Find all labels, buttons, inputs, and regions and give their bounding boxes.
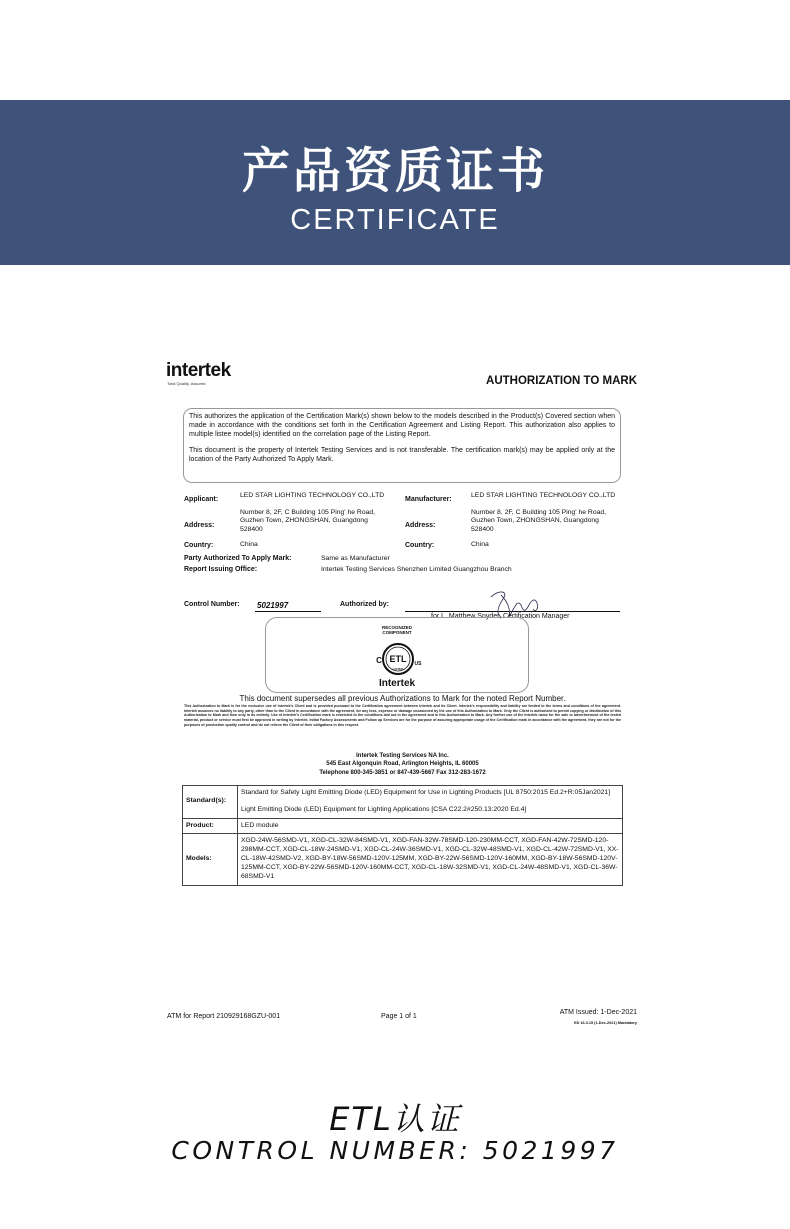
models-label: Models:	[183, 834, 238, 885]
mark-component: COMPONENT	[382, 629, 412, 635]
logo-tagline: Total Quality. Assured.	[167, 381, 207, 386]
party-value: Same as Manufacturer	[321, 555, 390, 562]
footer-report-ref: ATM for Report 210929168GZU-001	[167, 1013, 281, 1020]
manufacturer-value: LED STAR LIGHTING TECHNOLOGY CO.,LTD	[471, 492, 616, 499]
applicant-country-label: Country:	[184, 542, 214, 549]
applicant-country: China	[240, 541, 258, 548]
standard-1: Standard for Safety Light Emitting Diode (LED) Equipment for Use in Lighting Products [UL 8750:2015 Ed.2+R:05Jan2021]	[241, 789, 611, 796]
standards-table	[182, 785, 623, 886]
mark-us-text: US	[414, 661, 422, 667]
footer-issued-date: ATM Issued: 1-Dec-2021	[559, 1009, 637, 1016]
services-name: Intertek Testing Services NA Inc.	[356, 753, 449, 759]
intro-box	[183, 408, 621, 483]
manufacturer-country: China	[471, 541, 489, 548]
product-value: LED module	[238, 818, 623, 834]
mark-listed-text: LISTED	[392, 667, 404, 671]
applicant-address: Number 8, 2F, C Building 105 Ping' he Road, Guzhen Town, ZHONGSHAN, Guangdong 528400	[240, 509, 376, 533]
models-value: XGD-24W-56SMD-V1, XGD-CL-32W-84SMD-V1, XGD-FAN-32W-78SMD-120-230MM-CCT, XGD-FAN-42W-72SMD-120-298MM-CCT, XGD-CL-18W-24SMD-V1, XGD-CL-24W-36SMD-V1, XGD-CL-32W-48SMD-V1, XGD-CL-42W-72SMD-V1, XX-CL-18W-42SMD-V2, XGD-BY-18W-56SMD-120V-125MM, XGD-BY-22W-56SMD-120V-160MM, XGD-BY-18W-56SMD-120V-125MM-CCT, XGD-BY-22W-56SMD-120V-160MM-CCT, XGD-CL-18W-32SMD-V1, XGD-CL-24W-48SMD-V1, XGD-CL-36W-68SMD-V1	[238, 834, 623, 885]
intro-paragraph-2: This document is the property of Intertek Testing Services and is not transferable. The certification mark(s) may be applied only at the location of the Party Authorized To Apply Mark.	[189, 447, 615, 463]
control-number-caption: CONTROL NUMBER: 5021997	[171, 1136, 619, 1165]
control-number-line	[255, 611, 321, 612]
table-row	[183, 786, 623, 819]
mark-recognized: RECOGNIZED	[381, 625, 412, 630]
document-heading: AUTHORIZATION TO MARK	[486, 375, 637, 387]
banner-title: 产品资质证书	[241, 143, 548, 199]
control-number-value: 5021997	[257, 601, 289, 610]
manufacturer-address: Number 8, 2F, C Building 105 Ping' he Road, Guzhen Town, ZHONGSHAN, Guangdong 528400	[471, 509, 607, 533]
banner-subtitle: CERTIFICATE	[290, 204, 500, 236]
table-row	[183, 834, 623, 885]
mark-c-text: C	[376, 656, 382, 665]
etl-certification-title: ETL认证	[329, 1100, 461, 1138]
mark-recognized-text	[266, 626, 528, 636]
mark-etl-text: ETL	[389, 654, 407, 664]
footer-form-code: ED 16.3.15 (1-Dec-2021) Mandatory	[574, 1021, 637, 1025]
certificate-document	[165, 355, 640, 1035]
footer-page-number: Page 1 of 1	[381, 1013, 417, 1020]
applicant-address-label: Address:	[184, 522, 215, 529]
office-value: Intertek Testing Services Shenzhen Limited Guangzhou Branch	[321, 566, 512, 573]
services-phone: Telephone 800-345-3851 or 847-439-5667 Fax 312-283-1672	[319, 769, 486, 776]
supersedes-notice: This document supersedes all previous Authorizations to Mark for the noted Report Number.	[239, 694, 566, 703]
certification-mark-box	[265, 617, 529, 693]
services-address: 545 East Algonquin Road, Arlington Heights, IL 60005	[326, 761, 479, 768]
party-label: Party Authorized To Apply Mark:	[184, 555, 292, 562]
mark-brand: Intertek	[378, 678, 416, 689]
standard-2: Light Emitting Diode (LED) Equipment for Lighting Applications [CSA C22.2#250.13:2020 Ed.4]	[241, 805, 527, 813]
signer-name: for L. Matthew Snyder, Certification Manager	[431, 613, 570, 620]
applicant-label: Applicant:	[184, 496, 219, 503]
etl-mark-icon	[368, 640, 428, 678]
applicant-value: LED STAR LIGHTING TECHNOLOGY CO.,LTD	[240, 492, 385, 499]
fine-print: This Authorization to Mark is for the exclusive use of Intertek's Client and is provided pursuant to the Certification agreement between Intertek and its Client. Intertek's responsibility and liability are limited to the terms and conditions of the agreement. Intertek assumes no liability to any party, other than to the Client in accordance with the agreement, for any loss, expense or damage occasioned by the use of this Authorization to Mark. Only the Client is authorized to permit copying or distribution of this Authorization to Mark and then only in its entirety. Use of Intertek's Certification mark is restricted to the conditions laid out in the agreement and in this Authorization to Mark. Any further use of the Intertek name for the sale or advertisement of the tested material, product or service must first be approved in writing by Intertek. Initial Factory Assessments and Follow up Services are for the purpose of assuring appropriate usage of the Certification mark in accordance with the agreement, they are not for the purposes of production quality control and do not relieve the Client of their obligations in this respect.	[184, 704, 621, 727]
manufacturer-label: Manufacturer:	[405, 496, 452, 503]
header-banner	[0, 100, 790, 265]
intertek-logo: intertek	[166, 360, 231, 381]
product-label: Product:	[183, 818, 238, 834]
standards-cell	[238, 786, 623, 819]
manufacturer-address-label: Address:	[405, 522, 436, 529]
control-number-label: Control Number:	[184, 601, 240, 608]
standards-label: Standard(s):	[183, 786, 238, 819]
table-row	[183, 818, 623, 834]
manufacturer-country-label: Country:	[405, 542, 435, 549]
office-label: Report Issuing Office:	[184, 566, 258, 573]
intro-paragraph-1: This authorizes the application of the Certification Mark(s) shown below to the models described in the Product(s) Covered section when made in accordance with the conditions set forth in the Certification Agreement and Listing Report. This authorization also applies to multiple listee model(s) identified on the correlation page of the Listing Report.	[189, 413, 615, 438]
authorized-by-label: Authorized by:	[340, 601, 389, 608]
services-address-block	[165, 752, 640, 777]
